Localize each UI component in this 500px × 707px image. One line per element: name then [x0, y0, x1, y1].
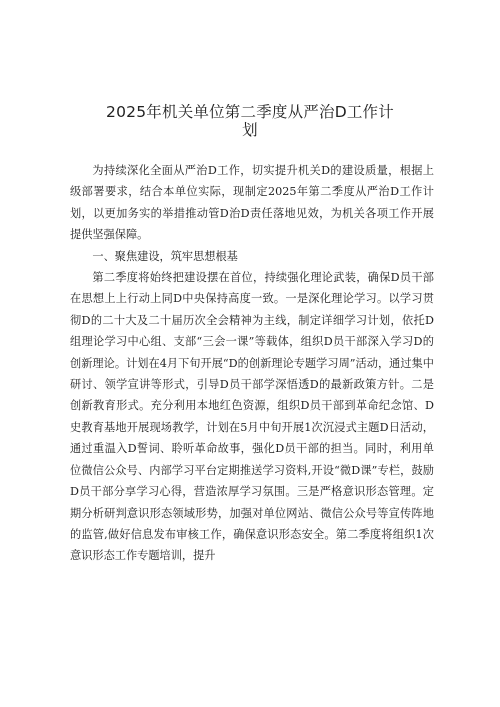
document-title-line-1: 2025年机关单位第二季度从严治D工作计	[106, 103, 394, 121]
section-1-paragraph: 第二季度将始终把建设摆在首位，持续强化理论武装，确保D员干部在思想上上行动上同D中央保持高度一致。一是深化理论学习。以学习贯彻D的二十大及二十届历次全会精神为主线，制定详细学习计划，依托D组理论学习中心组、支部“三会一课”等载体，组织D员干部深入学习D的创新理论。计划在4月下旬开展“D的创新理论专题学习周”活动，通过集中研讨、领学宣讲等形式，引导D员干部学深悟透D的最新政策方针。二是创新教育形式。充分利用本地红色资源，组织D员干部到革命纪念馆、D史教育基地开展现场教学，计划在5月中旬开展1次沉浸式主题D日活动，通过重温入D誓词、聆听革命故事，强化D员干部的担当。同时，利用单位微信公众号、内部学习平台定期推送学习资料,开设“微D课”专栏，鼓励D员干部分享学习心得，营造浓厚学习氛围。三是严格意识形态管理。定期分析研判意识形态领域形势，加强对单位网站、微信公众号等宣传阵地的监管,做好信息发布审核工作，确保意识形态安全。第二季度将组织1次意识形态工作专题培训，提升	[70, 271, 434, 563]
section-1-heading: 一、聚焦建设，筑牢思想根基	[92, 249, 238, 263]
document-body	[70, 160, 434, 567]
document-title-line-2: 划	[242, 121, 258, 139]
intro-paragraph: 为持续深化全面从严治D工作，切实提升机关D的建设质量，根据上级部署要求，结合本单位实际，现制定2025年第二季度从严治D工作计划，以更加务实的举措推动管D治D责任落地见效，为机关各项工作开展提供坚强保障。	[70, 164, 434, 242]
